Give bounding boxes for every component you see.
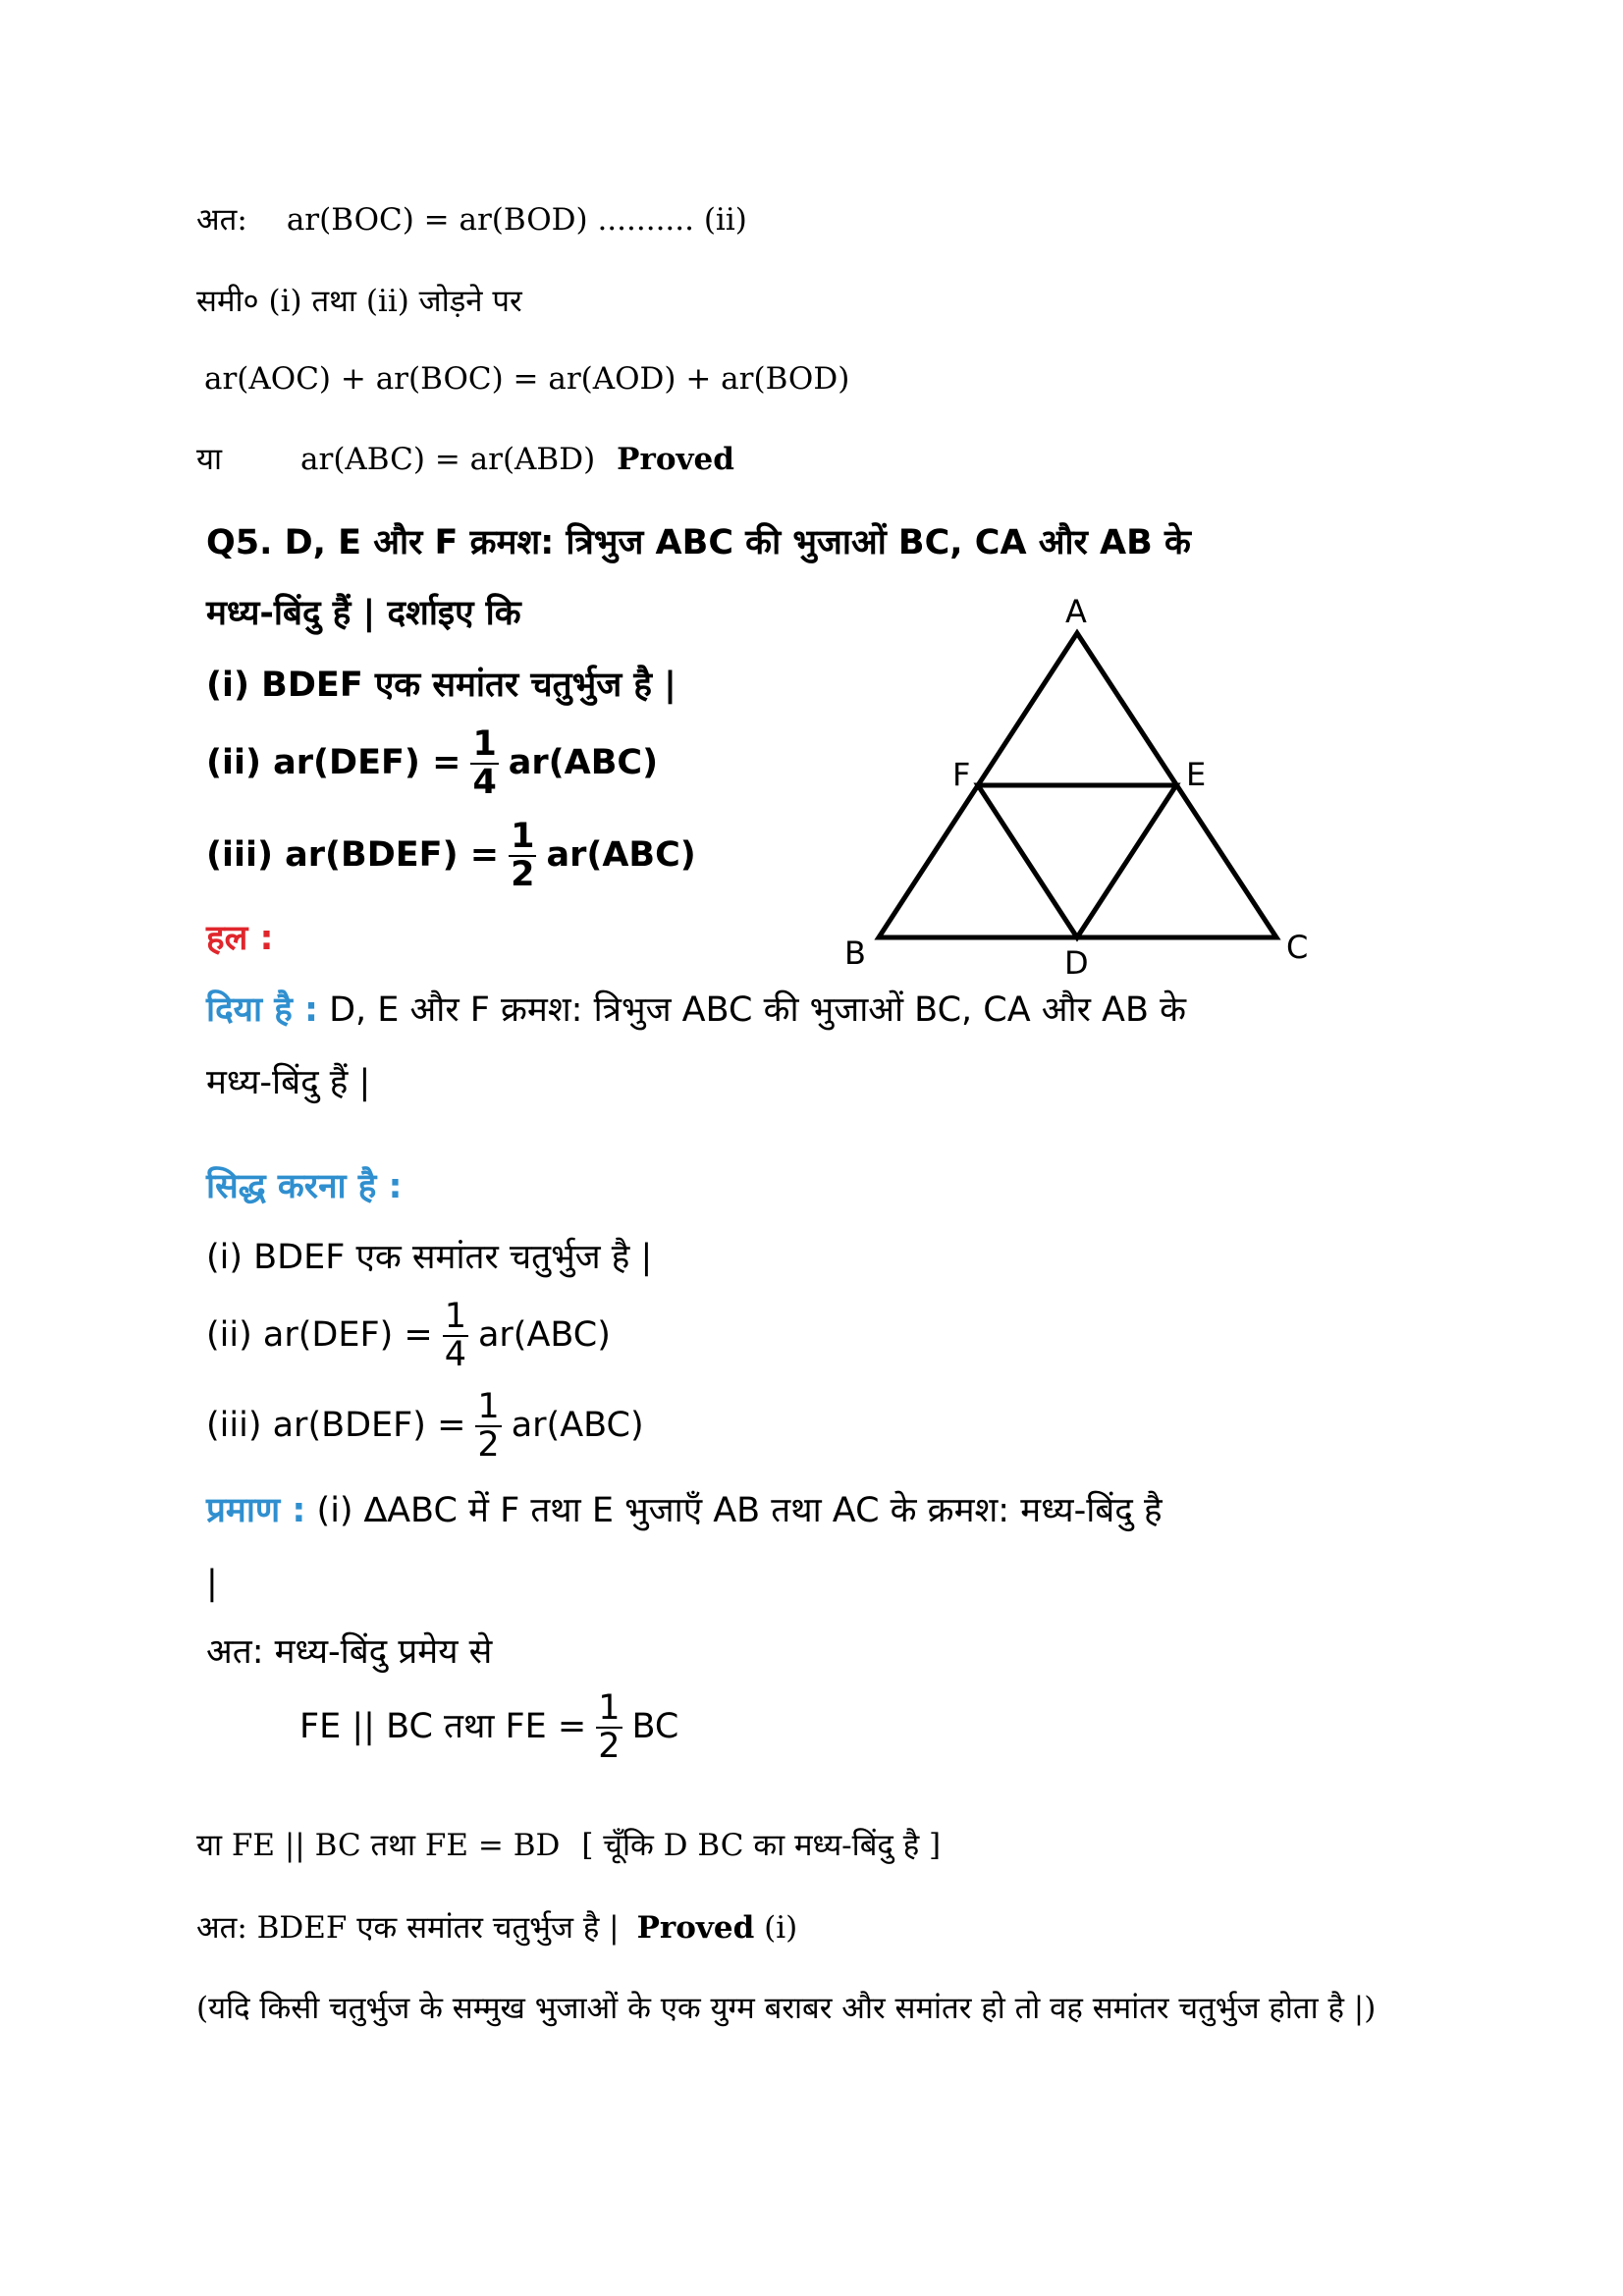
fe-line <box>299 1690 678 1765</box>
top-line-1 <box>196 202 747 239</box>
to-prove-1: (i) BDEF एक समांतर चतुर्भुज है | <box>206 1238 653 1277</box>
label-d: D <box>1064 944 1089 982</box>
label-a: A <box>1065 593 1087 630</box>
triangle-diagram <box>835 579 1335 991</box>
fraction <box>443 1299 468 1373</box>
lhs-text: FE || BC तथा FE = <box>299 1706 587 1746</box>
fraction <box>509 819 536 893</box>
bottom-line-2 <box>196 1910 797 1947</box>
proof-line-2: | <box>206 1564 218 1603</box>
given-text: D, E और F क्रमश: त्रिभुज ABC की भुजाओं BC, CA और AB के <box>329 990 1186 1030</box>
proved-text: Proved <box>617 442 734 477</box>
label-b: B <box>844 934 866 972</box>
proof-label: प्रमाण : <box>206 1491 306 1530</box>
proof-text: (i) ∆ABC में F तथा E भुजाएँ AB तथा AC के क्रमश: मध्य-बिंदु है <box>316 1491 1163 1530</box>
hence-line: अत: मध्य-बिंदु प्रमेय से <box>206 1632 493 1672</box>
to-prove-3 <box>206 1389 644 1464</box>
triangle-def <box>978 785 1176 937</box>
lhs-text: (iii) ar(BDEF) = <box>206 1405 466 1445</box>
fraction-denominator: 2 <box>477 1424 500 1465</box>
bottom-note: [ चूँकि D BC का मध्य-बिंदु है ] <box>581 1828 942 1863</box>
to-prove-2 <box>206 1299 611 1373</box>
given-label: दिया है : <box>206 990 318 1030</box>
given-line-1 <box>206 989 1186 1031</box>
fraction-numerator: 1 <box>472 724 497 764</box>
fraction <box>470 726 498 801</box>
fraction-numerator: 1 <box>598 1688 621 1728</box>
to-prove-label: सिद्ध करना है : <box>206 1167 403 1206</box>
proved-text: Proved <box>636 1910 755 1946</box>
question-part-3 <box>206 819 696 893</box>
fraction-denominator: 4 <box>444 1334 466 1374</box>
lhs-text: (iii) ar(BDEF) = <box>206 834 500 875</box>
fraction-numerator: 1 <box>511 817 535 856</box>
label-c: C <box>1286 929 1309 966</box>
label-f: F <box>952 756 971 793</box>
rhs-text: ar(ABC) <box>508 742 659 782</box>
fraction <box>475 1389 501 1464</box>
top-line-2: समी० (i) तथा (ii) जोड़ने पर <box>196 284 522 319</box>
solution-heading: हल : <box>206 919 274 958</box>
fraction-denominator: 2 <box>511 854 535 894</box>
proved-suffix: (i) <box>764 1910 798 1946</box>
bottom-line-1 <box>196 1828 941 1864</box>
bottom-text: या FE || BC तथा FE = BD <box>196 1828 561 1863</box>
rhs-text: ar(ABC) <box>477 1314 611 1355</box>
question-line-2: मध्य-बिंदु हैं | दर्शाइए कि <box>206 594 521 633</box>
question-part-1: (i) BDEF एक समांतर चतुर्भुज है | <box>206 666 676 705</box>
rhs-text: BC <box>631 1706 679 1746</box>
top-line-3: ar(AOC) + ar(BOC) = ar(AOD) + ar(BOD) <box>204 361 850 397</box>
expression-text: ar(BOC) = ar(BOD) .......... (ii) <box>286 202 747 238</box>
bottom-text: अत: BDEF एक समांतर चतुर्भुज है | <box>196 1910 620 1946</box>
given-line-2: मध्य-बिंदु हैं | <box>206 1063 371 1102</box>
fraction-numerator: 1 <box>444 1297 466 1336</box>
fraction-denominator: 4 <box>472 762 497 802</box>
top-line-4 <box>196 442 734 478</box>
lhs-text: (ii) ar(DEF) = <box>206 742 461 782</box>
bottom-line-3: (यदि किसी चतुर्भुज के सम्मुख भुजाओं के एक युग्म बराबर और समांतर हो तो वह समांतर चतुर्भुज होता है |) <box>196 1991 1377 2026</box>
proof-line-1 <box>206 1490 1163 1531</box>
rhs-text: ar(ABC) <box>511 1405 644 1445</box>
fraction-denominator: 2 <box>598 1726 621 1766</box>
prefix-text: अत: <box>196 202 247 238</box>
rhs-text: ar(ABC) <box>546 834 696 875</box>
question-line-1: Q5. D, E और F क्रमश: त्रिभुज ABC की भुजाओं BC, CA और AB के <box>206 523 1191 562</box>
lhs-text: (ii) ar(DEF) = <box>206 1314 433 1355</box>
question-part-2 <box>206 726 658 801</box>
fraction-numerator: 1 <box>477 1387 500 1426</box>
label-e: E <box>1186 756 1207 793</box>
fraction <box>596 1690 622 1765</box>
prefix-text: या <box>196 442 223 477</box>
expression-text: ar(ABC) = ar(ABD) <box>300 442 596 477</box>
